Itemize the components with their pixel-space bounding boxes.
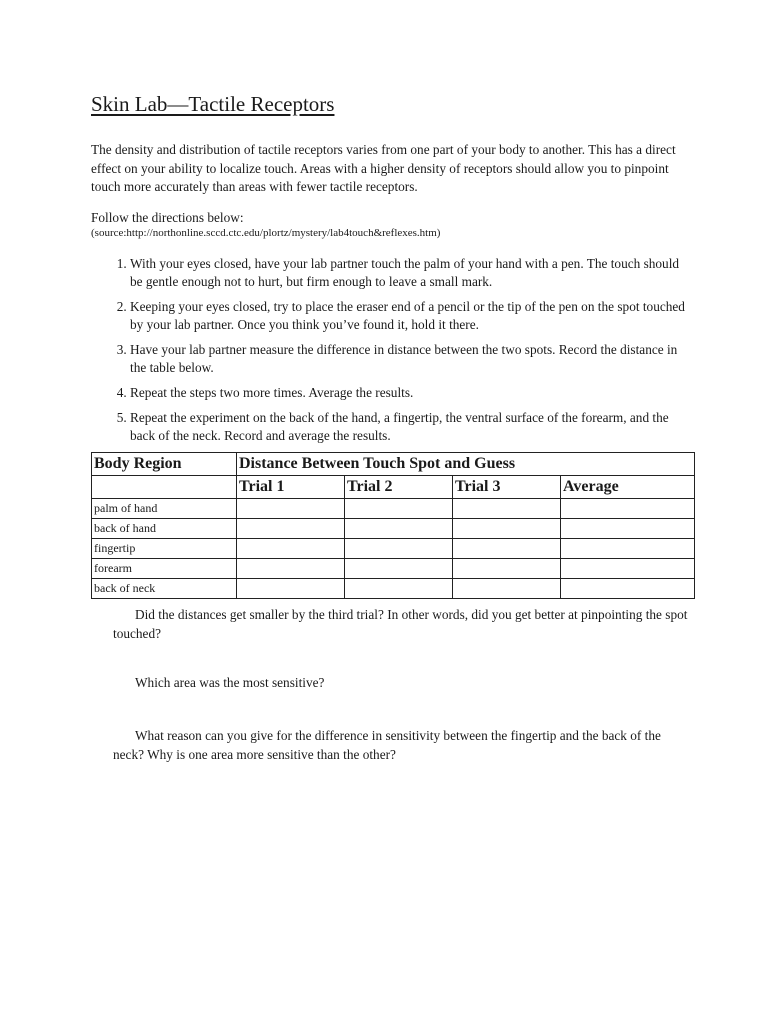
header-blank	[92, 475, 237, 498]
row-label: forearm	[92, 558, 237, 578]
cell-trial-2[interactable]	[345, 558, 453, 578]
header-trial-2: Trial 2	[345, 475, 453, 498]
step-item: 1. With your eyes closed, have your lab partner touch the palm of your hand with a pen. The touch should be gentle enough not to hurt, but firm enough to leave a small mark.	[130, 255, 690, 291]
row-label: palm of hand	[92, 498, 237, 518]
table-subheader-row	[92, 475, 695, 498]
header-trial-3: Trial 3	[453, 475, 561, 498]
header-average: Average	[561, 475, 695, 498]
table-row	[92, 538, 695, 558]
directions-list	[91, 255, 690, 445]
header-body-region: Body Region	[92, 452, 237, 475]
directions-heading: Follow the directions below:	[91, 209, 244, 225]
table-row	[92, 558, 695, 578]
table-row	[92, 578, 695, 598]
step-item: 5. Repeat the experiment on the back of the hand, a fingertip, the ventral surface of the forearm, and the back of the neck. Record and average the results.	[130, 409, 690, 445]
cell-average[interactable]	[561, 498, 695, 518]
cell-trial-1[interactable]	[237, 498, 345, 518]
results-table	[91, 452, 695, 599]
header-trial-1: Trial 1	[237, 475, 345, 498]
cell-trial-1[interactable]	[237, 558, 345, 578]
cell-trial-3[interactable]	[453, 498, 561, 518]
page-title: Skin Lab—Tactile Receptors	[91, 92, 335, 116]
step-item: 3. Have your lab partner measure the difference in distance between the two spots. Record the distance in the table below.	[130, 341, 690, 377]
cell-trial-2[interactable]	[345, 518, 453, 538]
table-row	[92, 498, 695, 518]
cell-average[interactable]	[561, 558, 695, 578]
cell-trial-1[interactable]	[237, 518, 345, 538]
question-3: What reason can you give for the difference in sensitivity between the fingertip and the back of the neck? Why is one area more sensitive than the other?	[113, 727, 661, 762]
cell-trial-2[interactable]	[345, 578, 453, 598]
row-label: fingertip	[92, 538, 237, 558]
step-item: 4. Repeat the steps two more times. Average the results.	[130, 384, 690, 402]
worksheet-page	[91, 92, 691, 764]
cell-trial-2[interactable]	[345, 498, 453, 518]
row-label: back of hand	[92, 518, 237, 538]
cell-trial-1[interactable]	[237, 578, 345, 598]
intro-paragraph: The density and distribution of tactile receptors varies from one part of your body to another. This has a direct effect on your ability to localize touch. Areas with a higher density of receptors should allow you to pinpoint touch more accurately than areas with fewer tactile receptors.	[91, 142, 676, 194]
cell-average[interactable]	[561, 538, 695, 558]
row-label: back of neck	[92, 578, 237, 598]
table-row	[92, 518, 695, 538]
cell-average[interactable]	[561, 518, 695, 538]
question-1: Did the distances get smaller by the third trial? In other words, did you get better at pinpointing the spot touched?	[113, 606, 688, 641]
cell-trial-3[interactable]	[453, 578, 561, 598]
cell-trial-1[interactable]	[237, 538, 345, 558]
cell-average[interactable]	[561, 578, 695, 598]
cell-trial-2[interactable]	[345, 538, 453, 558]
question-2: Which area was the most sensitive?	[135, 674, 325, 690]
header-distance: Distance Between Touch Spot and Guess	[237, 452, 695, 475]
table-header-row	[92, 452, 695, 475]
cell-trial-3[interactable]	[453, 538, 561, 558]
cell-trial-3[interactable]	[453, 558, 561, 578]
step-item: 2. Keeping your eyes closed, try to place the eraser end of a pencil or the tip of the pen on the spot touched by your lab partner. Once you think you’ve found it, hold it there.	[130, 298, 690, 334]
cell-trial-3[interactable]	[453, 518, 561, 538]
source-citation: (source:http://northonline.sccd.ctc.edu/plortz/mystery/lab4touch&reflexes.htm)	[91, 226, 441, 239]
